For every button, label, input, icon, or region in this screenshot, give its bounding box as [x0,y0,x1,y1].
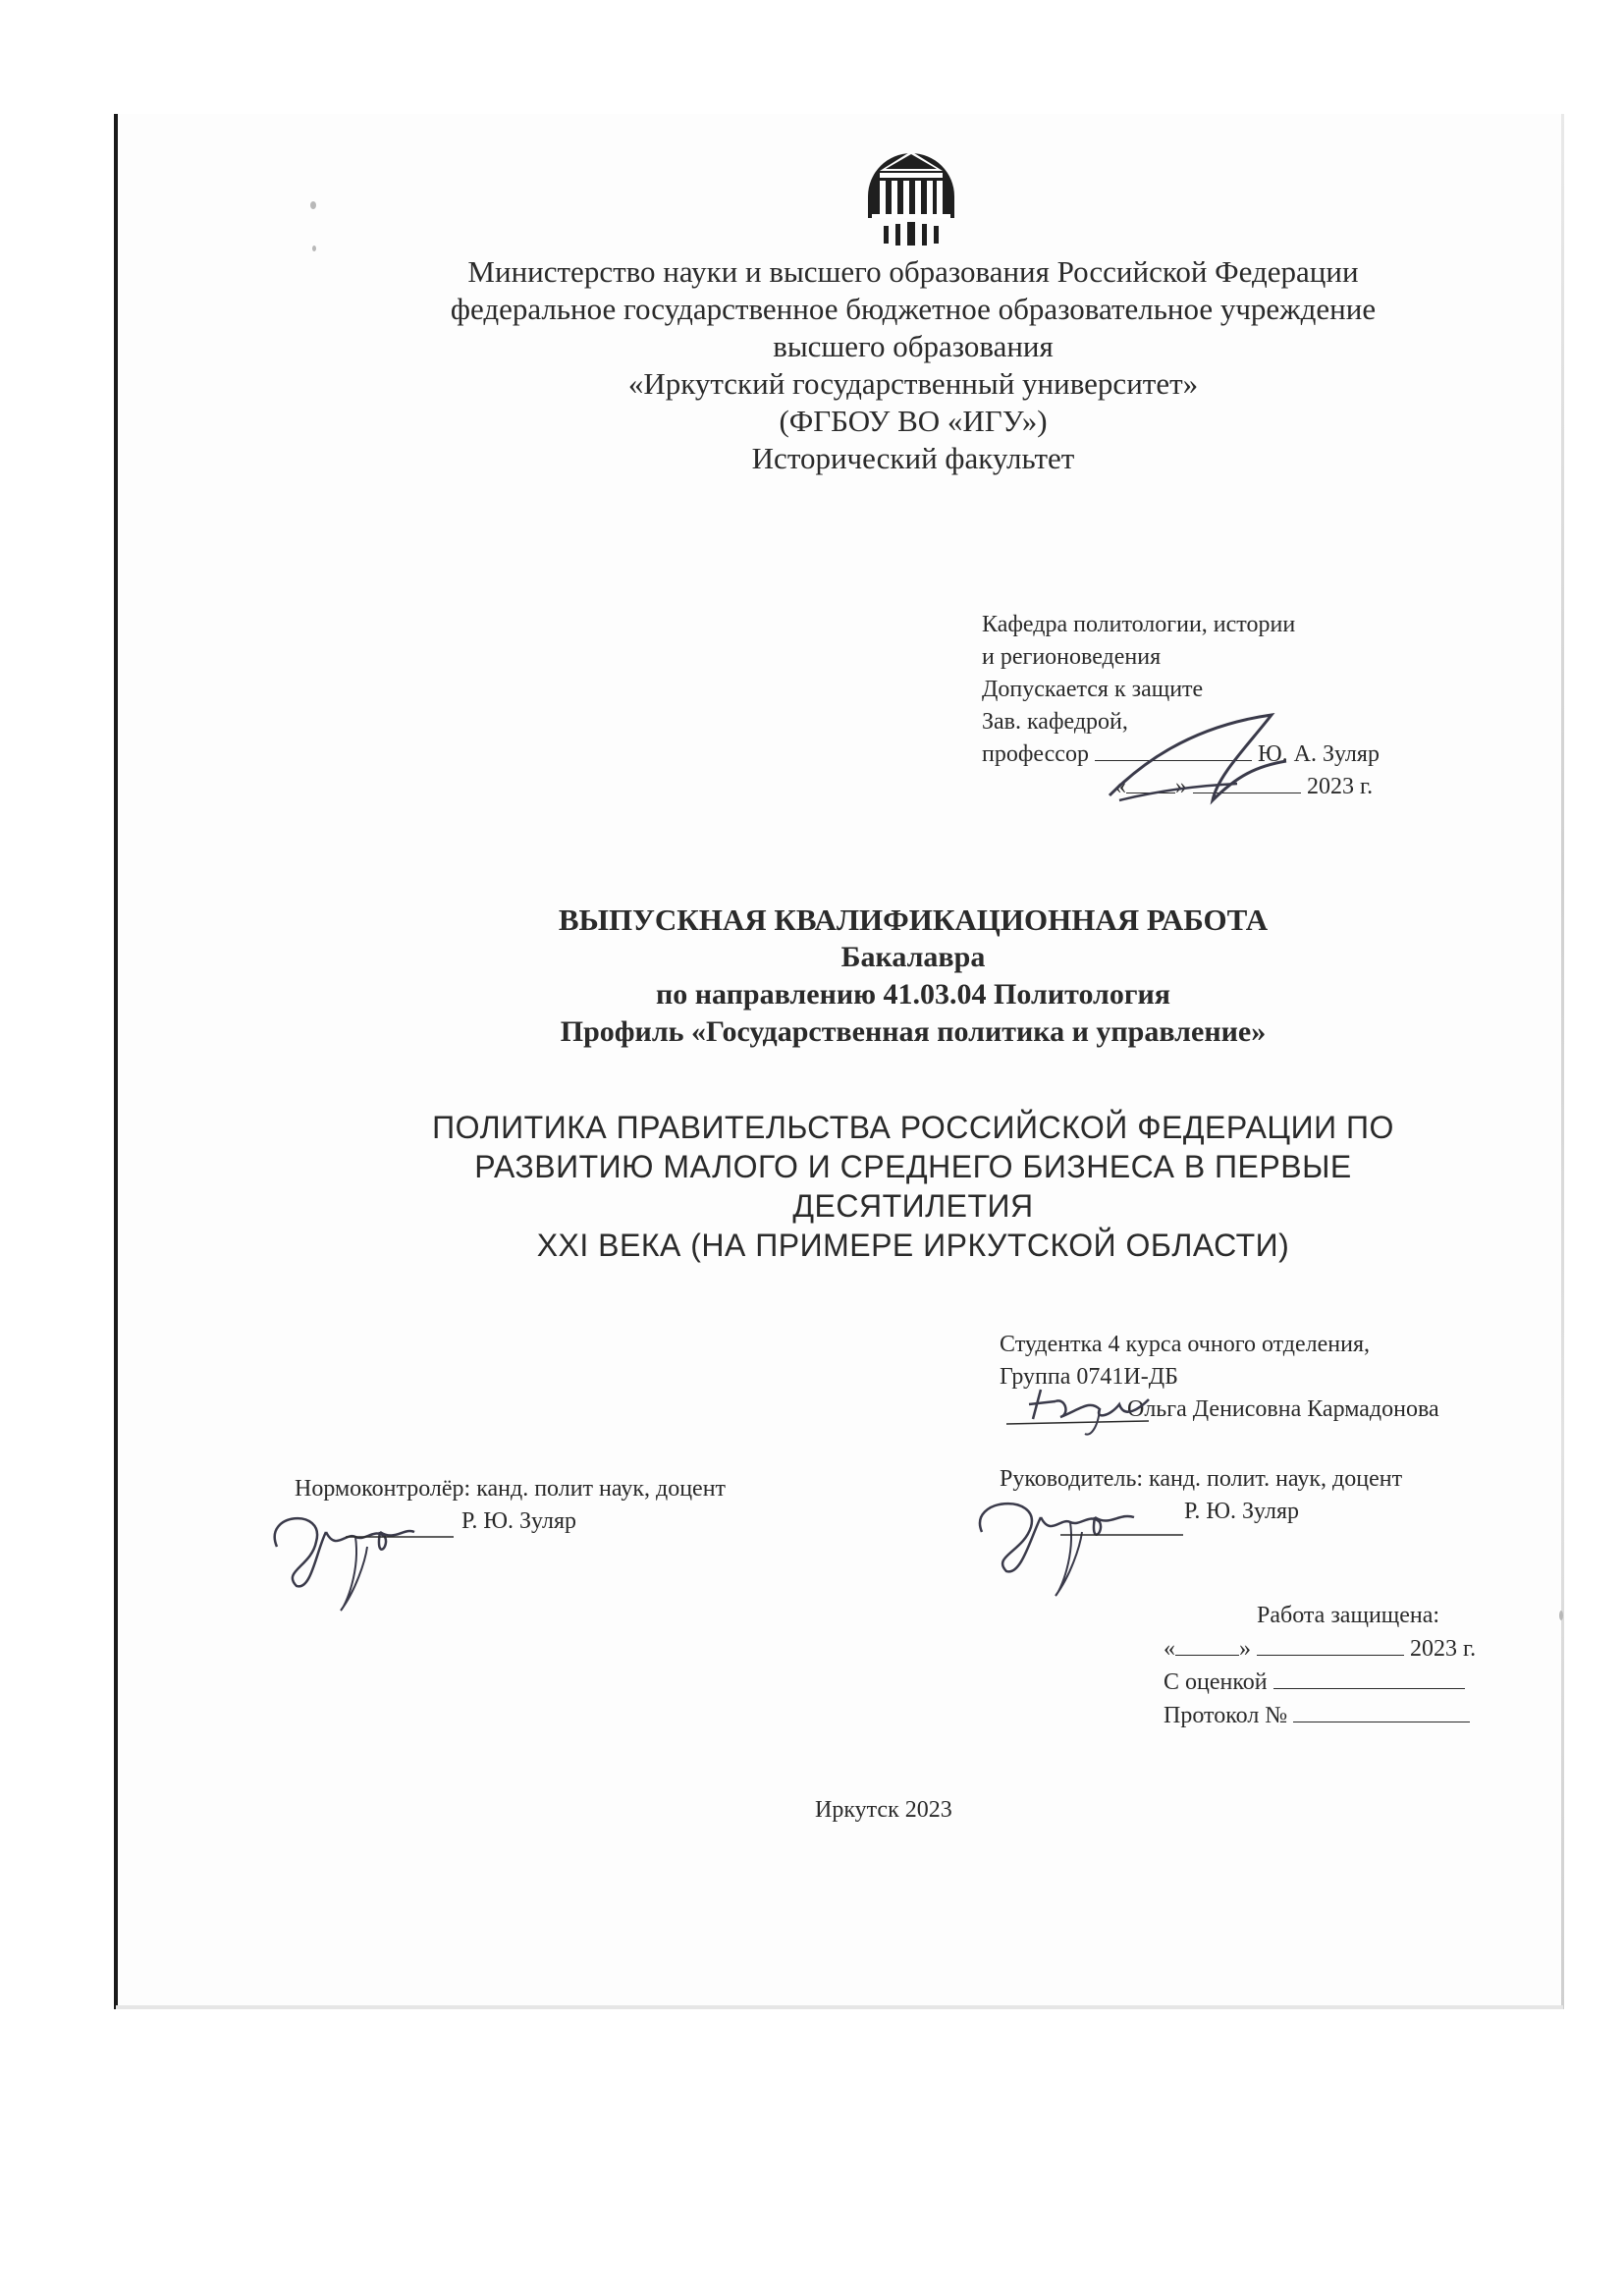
institution-type-line: федеральное государственное бюджетное образовательное учреждение [450,292,1377,326]
professor-name: Ю. А. Зуляр [1257,741,1380,767]
defense-year: 2023 г. [1410,1636,1477,1662]
direction: по направлению 41.03.04 Политология [655,978,1171,1011]
work-type: ВЫПУСКНАЯ КВАЛИФИКАЦИОННАЯ РАБОТА [558,902,1269,937]
supervisor-block [1000,1463,1402,1528]
university-name: «Иркутский государственный университет» [627,366,1199,401]
topic-block [373,1108,1453,1265]
approval-year: 2023 г. [1307,774,1374,799]
page-right-edge [1561,114,1564,2009]
city-year: Иркутск 2023 [815,1797,952,1823]
page-left-edge [114,114,118,2009]
supervisor-name: Р. Ю. Зуляр [1184,1499,1299,1524]
defense-grade-line [1164,1666,1476,1699]
admit-to-defense: Допускается к защите [982,677,1204,702]
date-quote-open: « [1114,774,1126,799]
ministry-line: Министерство науки и высшего образования Российской Федерации [467,254,1359,289]
degree: Бакалавра [840,941,986,973]
defense-protected: Работа защищена: [1257,1603,1440,1628]
header-block [373,253,1453,477]
scan-speck [1559,1611,1563,1620]
protocol-label: Протокол № [1164,1703,1288,1728]
scan-speck [310,201,316,209]
title-block [373,902,1453,1051]
profile: Профиль «Государственная политика и управление» [560,1015,1267,1048]
university-logo-icon [862,128,960,249]
scan-speck [312,246,316,251]
defense-date-quote-open: « [1164,1636,1175,1662]
approval-date-line [982,771,1380,803]
student-group: Группа 0741И-ДБ [1000,1364,1178,1390]
university-abbr: (ФГБОУ ВО «ИГУ») [779,404,1048,438]
defense-month-blank [1257,1655,1404,1656]
grade-blank [1273,1688,1465,1689]
professor-signature-line [982,738,1380,771]
approval-block [982,609,1380,803]
topic-line-1: ПОЛИТИКА ПРАВИТЕЛЬСТВА РОССИЙСКОЙ ФЕДЕРАЦИИ ПО [432,1110,1394,1145]
department-line-1: Кафедра политологии, истории [982,612,1296,637]
defense-date-quote-close: » [1239,1636,1251,1662]
defense-block [1164,1599,1476,1732]
date-quote-close: » [1175,774,1187,799]
department-line-2: и регионоведения [982,644,1162,670]
head-of-department: Зав. кафедрой, [982,709,1128,735]
normcontrol-block [295,1473,726,1538]
defense-protocol-line [1164,1699,1476,1732]
signature-blank [1095,760,1252,761]
faculty-name: Исторический факультет [751,441,1075,475]
student-course: Студентка 4 курса очного отделения, [1000,1332,1371,1357]
professor-label: профессор [982,741,1089,767]
page-bottom-edge [116,2005,1563,2009]
defense-date-line [1164,1632,1476,1666]
education-level-line: высшего образования [773,329,1054,363]
normcontrol-label: Нормоконтролёр: канд. полит наук, доцент [295,1476,727,1502]
topic-line-2: РАЗВИТИЮ МАЛОГО И СРЕДНЕГО БИЗНЕСА В ПЕРВЫЕ ДЕСЯТИЛЕТИЯ [474,1149,1352,1224]
normcontrol-name: Р. Ю. Зуляр [461,1508,576,1534]
student-block [1000,1329,1439,1426]
topic-line-3: XXI ВЕКА (НА ПРИМЕРЕ ИРКУТСКОЙ ОБЛАСТИ) [536,1228,1290,1263]
grade-label: С оценкой [1164,1669,1268,1695]
defense-day-blank [1175,1655,1239,1656]
supervisor-label: Руководитель: канд. полит. наук, доцент [1000,1466,1403,1492]
student-name: Ольга Денисовна Кармадонова [1127,1396,1439,1422]
